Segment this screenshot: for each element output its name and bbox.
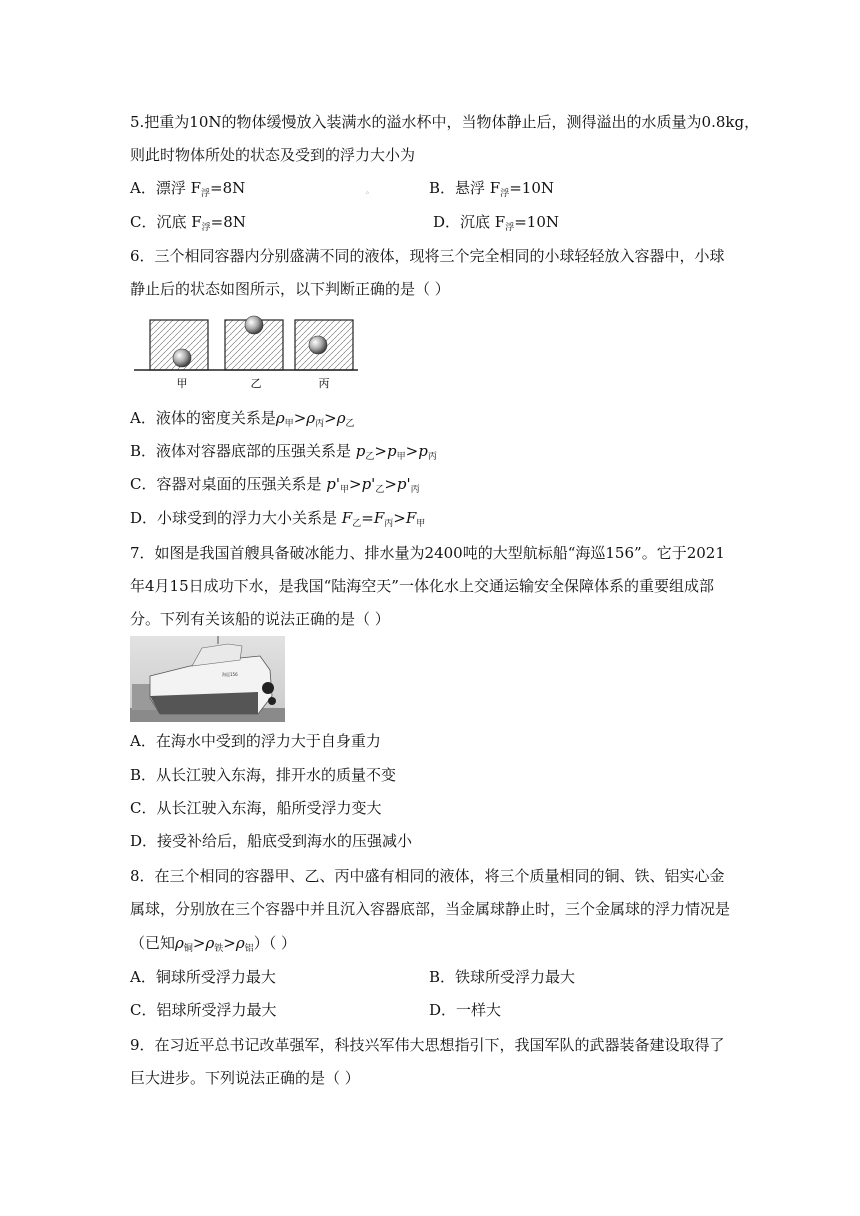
label-jia: 甲 xyxy=(176,377,188,390)
q7-stem-line2: 年4月15日成功下水，是我国“陆海空天”一体化水上交通运输安全保障体系的重要组成部 xyxy=(130,577,714,595)
q7-option-c: C．从长江驶入东海，船所受浮力变大 xyxy=(130,799,382,817)
q5-stem-line2: 则此时物体所处的状态及受到的浮力大小为 xyxy=(130,146,416,164)
label-bing: 丙 xyxy=(318,377,330,390)
q6-option-c: C．容器对桌面的压强关系是 $p'_甲>p'_乙>p'_丙$ xyxy=(130,475,420,495)
bow-fender xyxy=(262,682,274,694)
q5-option-c: C．沉底 $F_浮=8N$ xyxy=(130,213,246,233)
q5-option-d: D．沉底 $F_浮=10N$ xyxy=(433,213,559,233)
q6-option-b: B．液体对容器底部的压强关系是 $p_乙>p_甲>p_丙$ xyxy=(130,442,437,462)
q5-stem-line1: 5.把重为10N的物体缓慢放入装满水的溢水杯中，当物体静止后，测得溢出的水质量为0.8kg， xyxy=(130,113,760,131)
q6-option-d: D．小球受到的浮力大小关系是 $F_乙=F_丙>F_甲$ xyxy=(130,509,426,529)
q8-stem-line2: 属球，分别放在三个容器中并且沉入容器底部，当金属球静止时，三个金属球的浮力情况是 xyxy=(130,900,731,918)
q7-option-d: D．接受补给后，船底受到海水的压强减小 xyxy=(130,832,413,850)
q8-option-c: C．铝球所受浮力最大 xyxy=(130,1001,277,1019)
q5-option-a: A．漂浮 $F_浮=8N$ xyxy=(130,179,246,199)
container-jia xyxy=(150,320,208,370)
q7-stem-line3: 分。下列有关该船的说法正确的是（ ） xyxy=(130,610,390,628)
container-bing xyxy=(295,320,353,370)
bow-fender-2 xyxy=(268,697,276,705)
ship-name-text: 海巡156 xyxy=(222,672,238,677)
stray-mark: 。 xyxy=(366,186,374,195)
container-yi xyxy=(225,316,283,370)
q8-option-a: A．铜球所受浮力最大 xyxy=(130,968,276,986)
label-yi: 乙 xyxy=(250,377,262,390)
q9-stem-line2: 巨大进步。下列说法正确的是（ ） xyxy=(130,1069,360,1087)
q7-option-a: A．在海水中受到的浮力大于自身重力 xyxy=(130,732,381,750)
q7-option-b: B．从长江驶入东海，排开水的质量不变 xyxy=(130,766,397,784)
q8-stem-line3: （已知$\rho_铜>\rho_铁>\rho_铝$）（ ） xyxy=(130,934,296,954)
q6-option-a: A．液体的密度关系是$\rho_甲>\rho_丙>\rho_乙$ xyxy=(130,409,355,429)
q6-stem-line2: 静止后的状态如图所示，以下判断正确的是（ ） xyxy=(130,280,450,298)
ship-photo xyxy=(130,636,285,722)
q8-stem-line1: 8．在三个相同的容器甲、乙、丙中盛有相同的液体，将三个质量相同的铜、铁、铝实心金 xyxy=(130,867,725,885)
three-containers-figure xyxy=(130,312,362,392)
q8-option-b: B．铁球所受浮力最大 xyxy=(429,968,576,986)
q5-option-b: B．悬浮 $F_浮=10N$ xyxy=(429,179,554,199)
q9-stem-line1: 9．在习近平总书记改革强军，科技兴军伟大思想指引下，我国军队的武器装备建设取得了 xyxy=(130,1036,725,1054)
q8-option-d: D．一样大 xyxy=(429,1001,502,1019)
q7-stem-line1: 7．如图是我国首艘具备破冰能力、排水量为2400吨的大型航标船“海巡156”。它于2021 xyxy=(130,544,725,562)
q6-stem-line1: 6．三个相同容器内分别盛满不同的液体，现将三个完全相同的小球轻轻放入容器中，小球 xyxy=(130,247,725,265)
